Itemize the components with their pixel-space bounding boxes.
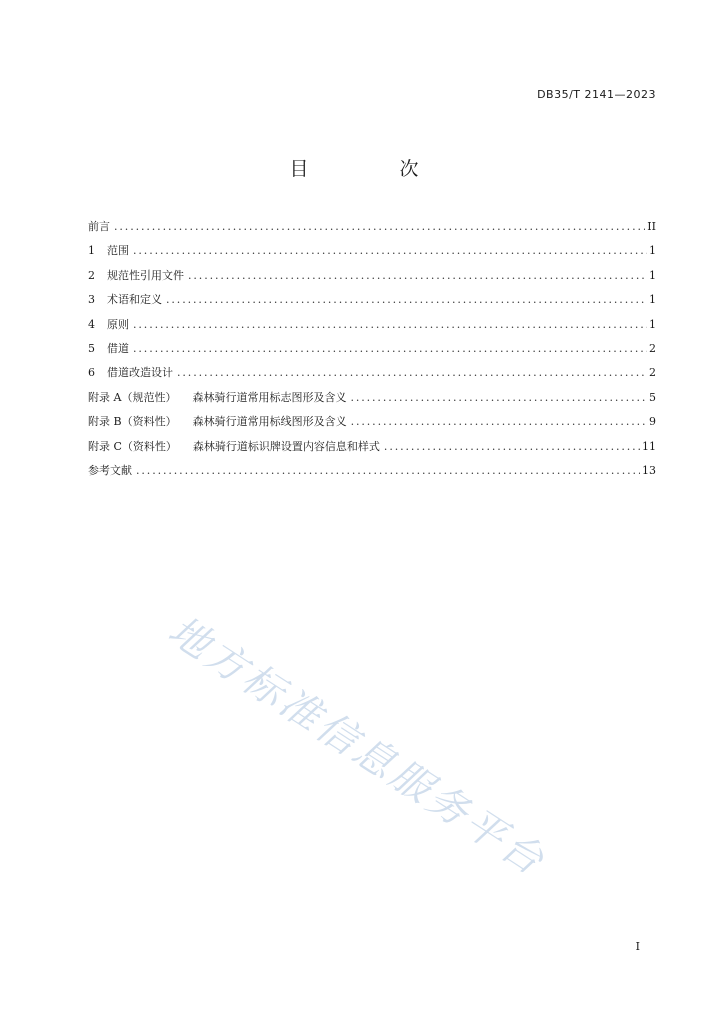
toc-entry-number: 1 — [88, 244, 95, 258]
toc-entry-label: 附录 A（规范性） — [88, 390, 177, 404]
toc-entry-principles[interactable] — [88, 316, 656, 340]
toc-entry-subtitle: 森林骑行道常用标志图形及含义 — [192, 390, 347, 404]
toc-entry-label: 参考文献 — [88, 463, 132, 477]
toc-leader-dots — [188, 269, 647, 282]
toc-leader-dots — [133, 318, 647, 331]
page-number: I — [635, 940, 640, 953]
toc-page-number: 5 — [649, 390, 656, 404]
toc-leader-dots — [384, 440, 640, 453]
toc-entry-label: 附录 C（资料性） — [88, 439, 177, 453]
toc-entry-number: 4 — [88, 317, 95, 331]
toc-entry-scope[interactable] — [88, 242, 656, 266]
toc-page-number: 13 — [642, 463, 656, 477]
toc-entry-borrowing-road[interactable] — [88, 340, 656, 364]
toc-page-number: 2 — [649, 341, 656, 355]
toc-page-number: 1 — [649, 293, 656, 307]
toc-entry-foreword[interactable] — [88, 218, 656, 242]
standard-code: DB35/T 2141—2023 — [537, 88, 656, 101]
toc-entry-appendix-c[interactable] — [88, 438, 656, 462]
watermark-text: 地方标准信息服务平台 — [160, 607, 555, 886]
toc-entry-number: 6 — [88, 366, 95, 380]
toc-page-number: II — [647, 220, 656, 233]
toc-title: 目 次 — [289, 158, 455, 180]
toc-leader-dots — [177, 366, 647, 379]
toc-entry-bibliography[interactable] — [88, 462, 656, 486]
toc-entry-label: 借道 — [107, 341, 129, 355]
toc-entry-number: 3 — [88, 293, 95, 307]
toc-page-number: 1 — [649, 268, 656, 282]
toc-leader-dots — [136, 464, 640, 477]
toc-page-number: 1 — [649, 244, 656, 258]
toc-leader-dots — [133, 244, 647, 257]
toc-leader-dots — [351, 415, 647, 428]
toc-entry-label: 借道改造设计 — [107, 366, 173, 380]
toc-entry-label: 附录 B（资料性） — [88, 415, 177, 429]
toc-entry-number: 2 — [88, 268, 95, 282]
toc-entry-appendix-a[interactable] — [88, 389, 656, 413]
toc-entry-road-redesign[interactable] — [88, 364, 656, 388]
toc-entry-label: 术语和定义 — [107, 293, 162, 307]
toc-page-number: 2 — [649, 366, 656, 380]
toc-leader-dots — [114, 220, 645, 233]
toc-page-number: 11 — [642, 439, 656, 453]
toc-page-number: 1 — [649, 317, 656, 331]
toc-entry-label: 规范性引用文件 — [107, 268, 184, 282]
toc-entry-subtitle: 森林骑行道常用标线图形及含义 — [192, 415, 347, 429]
toc-leader-dots — [166, 293, 647, 306]
toc-entry-label: 前言 — [88, 220, 110, 233]
toc-entry-appendix-b[interactable] — [88, 413, 656, 437]
toc-entry-subtitle: 森林骑行道标识牌设置内容信息和样式 — [192, 439, 380, 453]
table-of-contents — [88, 218, 656, 486]
toc-entry-normative-references[interactable] — [88, 267, 656, 291]
toc-entry-terms-definitions[interactable] — [88, 291, 656, 315]
toc-page-number: 9 — [649, 415, 656, 429]
toc-leader-dots — [350, 391, 647, 404]
toc-entry-label: 原则 — [107, 317, 129, 331]
toc-entry-label: 范围 — [107, 244, 129, 258]
toc-entry-number: 5 — [88, 341, 95, 355]
toc-leader-dots — [133, 342, 647, 355]
